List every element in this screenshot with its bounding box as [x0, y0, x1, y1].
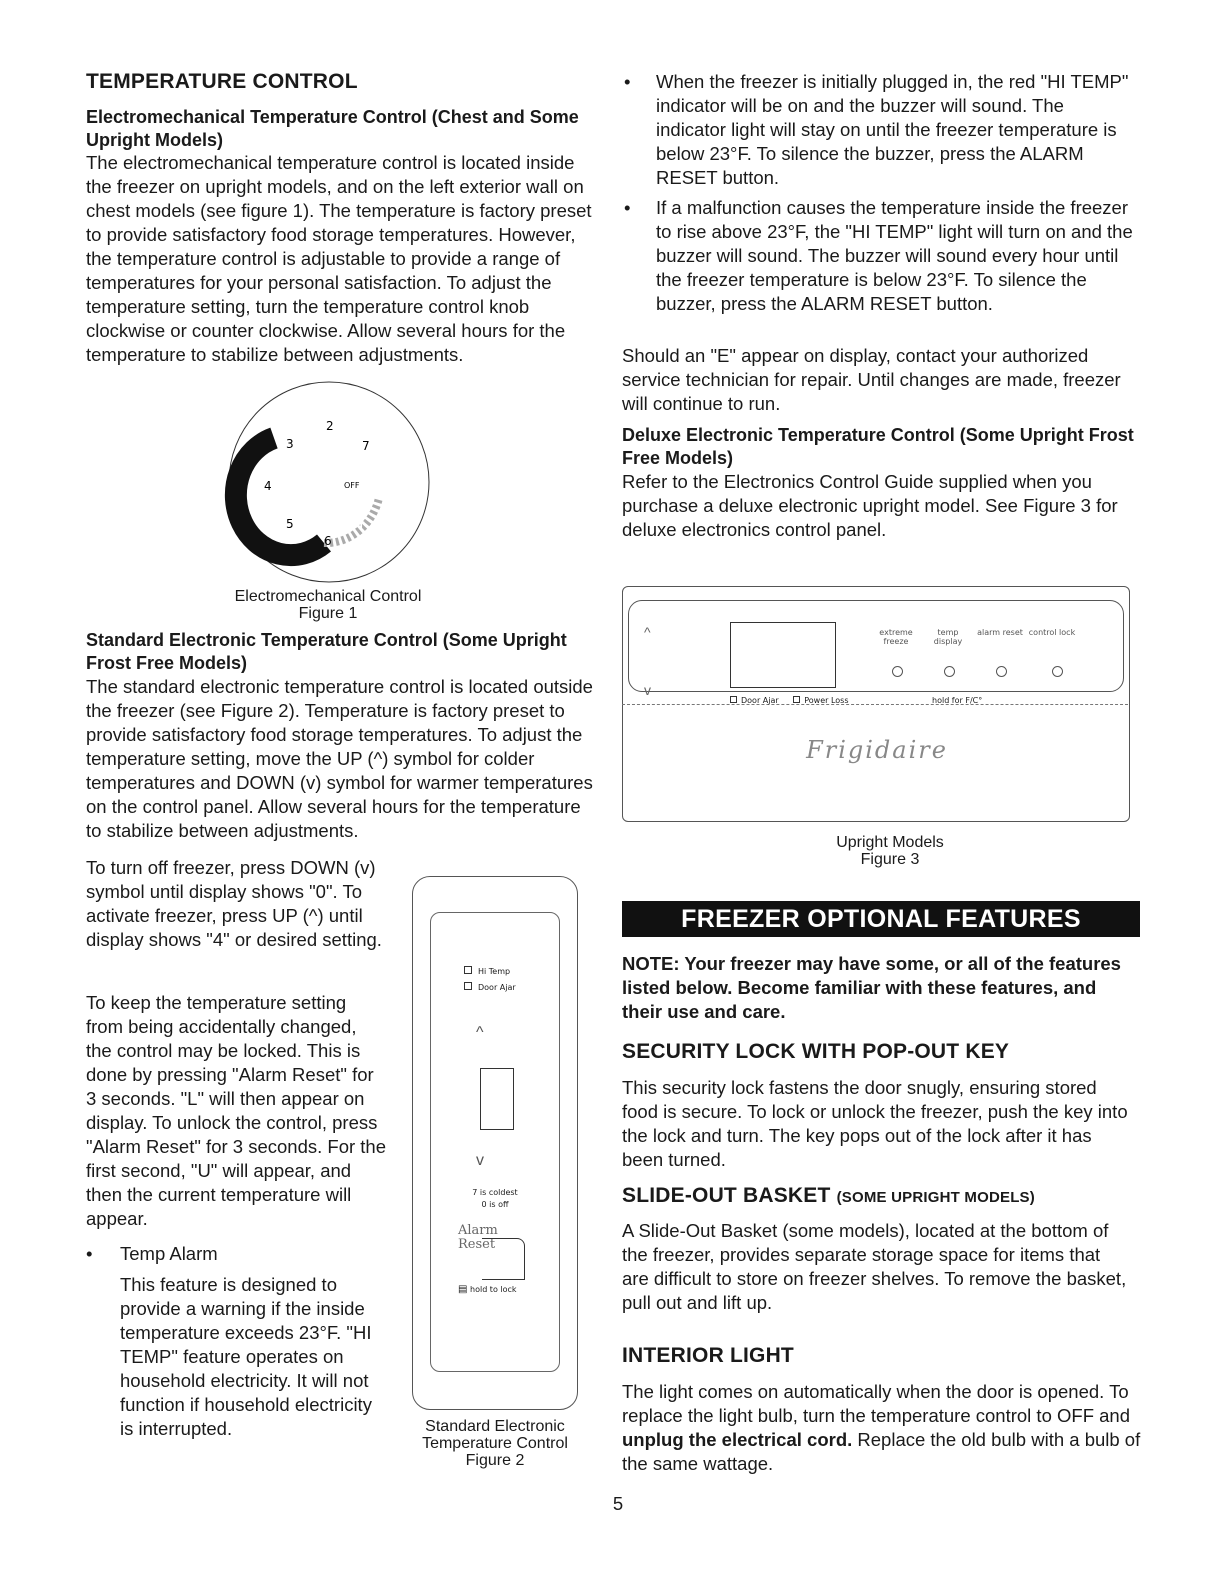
- power-loss-label: Power Loss: [804, 696, 849, 705]
- interior-light-heading: INTERIOR LIGHT: [622, 1344, 794, 1367]
- optional-features-banner: FREEZER OPTIONAL FEATURES: [622, 901, 1140, 937]
- hi-temp-indicator: [464, 966, 510, 976]
- control-lock-label: control lock: [1028, 628, 1076, 637]
- security-lock-body: This security lock fastens the door snugly, ensuring stored food is secure. To lock or unlock the freezer, push the key into the lock and turn. The key pops out of the lock after it has been turned.: [622, 1077, 1128, 1170]
- slide-out-basket-body: A Slide-Out Basket (some models), located at the bottom of the freezer, provides separate storage space for items that are difficult to store on freezer shelves. To remove the basket, pull out and lift up.: [622, 1220, 1127, 1313]
- bullet-malfunction: If a malfunction causes the temperature inside the freezer to rise above 23°F, the "HI TEMP" light will turn on and the buzzer will sound. The buzzer will sound every hour until the freezer temperature is below 23°F. To silence the buzzer, press the ALARM RESET button.: [656, 197, 1133, 314]
- temp-alarm-title: Temp Alarm: [120, 1243, 218, 1264]
- frigidaire-logo: Frigidaire: [806, 736, 948, 764]
- bullet-dot: •: [624, 197, 631, 218]
- security-lock-heading: SECURITY LOCK WITH POP-OUT KEY: [622, 1040, 1010, 1063]
- alarm-bullets: [622, 70, 1142, 340]
- bullet-dot: •: [624, 71, 631, 92]
- figure1-caption-line2: Figure 1: [298, 605, 358, 622]
- dial-label-off: OFF: [344, 481, 360, 490]
- alarm-reset-label: alarm reset: [977, 628, 1023, 637]
- section-title: TEMPERATURE CONTROL: [86, 70, 358, 93]
- temp-alarm-bullet: [86, 1242, 391, 1442]
- deluxe-body: Refer to the Electronics Control Guide supplied when you purchase a deluxe electronic upright model. See Figure 3 for deluxe electronics control panel.: [622, 471, 1118, 540]
- hold-to-lock-label: hold to lock: [470, 1285, 517, 1294]
- deluxe-heading: Deluxe Electronic Temperature Control (Some Upright Frost Free Models): [622, 425, 1134, 468]
- light-body-part2: Replace the old bulb with a bulb of the same wattage.: [622, 1429, 1141, 1474]
- extreme-freeze-label: extreme freeze: [879, 628, 913, 646]
- up-button[interactable]: ^: [476, 1024, 484, 1041]
- dial-label-4: 4: [264, 479, 272, 493]
- door-ajar-indicator: [464, 982, 516, 992]
- hold-to-lock: [458, 1284, 517, 1295]
- figure2-caption-line2: Temperature Control: [422, 1435, 568, 1452]
- hold-for-fc: hold for F/C°: [932, 696, 983, 705]
- dial-label-2: 2: [326, 419, 334, 433]
- up-button[interactable]: ^: [644, 624, 651, 640]
- standard-control-figure: [412, 876, 578, 1410]
- dial-label-coldest: COLDEST: [318, 521, 365, 531]
- light-body-part1: The light comes on automatically when the door is opened. To replace the light bulb, turn the temperature control to OFF and: [622, 1381, 1131, 1426]
- alarm-label: Alarm: [458, 1223, 498, 1238]
- figure2-caption: [400, 1418, 590, 1469]
- dial-label-3: 3: [286, 437, 294, 451]
- deluxe-control-figure: [622, 586, 1130, 822]
- hi-temp-label: Hi Temp: [478, 967, 511, 976]
- down-button[interactable]: v: [644, 682, 651, 698]
- down-button[interactable]: v: [476, 1152, 484, 1169]
- temp-alarm-body: This feature is designed to provide a warning if the inside temperature exceeds 23°F. "HI TEMP" feature operates on household electricity. It will not function if household electricity is interrupted.: [120, 1274, 372, 1439]
- electromechanical-heading: Electromechanical Temperature Control (Chest and Some Upright Models): [86, 107, 579, 150]
- features-note: NOTE: Your freezer may have some, or all of the features listed below. Become familiar with these features, and their use and care.: [622, 953, 1121, 1022]
- dial-label-5: 5: [286, 517, 294, 531]
- figure3-caption-line1: Upright Models: [836, 834, 944, 851]
- coldest-note: 7 is coldest: [472, 1188, 518, 1197]
- dial-label-6: 6: [324, 534, 332, 548]
- door-ajar-label: Door Ajar: [478, 983, 516, 992]
- figure1-caption-line1: Electromechanical Control: [234, 588, 422, 605]
- interior-light-body: [622, 1380, 1142, 1476]
- dial-label-7: 7: [362, 439, 370, 453]
- figure1-caption: [200, 588, 456, 622]
- page-number: 5: [612, 1493, 624, 1514]
- reset-label: Reset: [458, 1237, 496, 1252]
- basket-heading-qualifier: (SOME UPRIGHT MODELS): [836, 1189, 1035, 1206]
- figure2-caption-line3: Figure 2: [465, 1452, 525, 1469]
- alarm-reset-button[interactable]: [996, 666, 1007, 677]
- temp-display: [480, 1068, 514, 1130]
- slide-out-basket-heading: [622, 1184, 1035, 1208]
- off-note: 0 is off: [481, 1200, 509, 1209]
- control-lock-button[interactable]: [1052, 666, 1063, 677]
- lock-icon: ▤: [458, 1284, 468, 1295]
- figure3-caption-line2: Figure 3: [860, 851, 920, 868]
- door-ajar-indicator: [730, 696, 849, 705]
- temp-display: [730, 622, 836, 688]
- basket-heading-main: SLIDE-OUT BASKET: [622, 1184, 831, 1207]
- figure2-caption-line1: Standard Electronic: [425, 1418, 565, 1435]
- door-ajar-label: Door Ajar: [741, 696, 779, 705]
- extreme-freeze-button[interactable]: [892, 666, 903, 677]
- light-body-bold: unplug the electrical cord.: [622, 1429, 853, 1450]
- standard-electronic-body: The standard electronic temperature control is located outside the freezer (see Figure 2). Temperature is factory preset to provide satisfactory food storage temperatures. To adjust the temperature setting, move the UP (^) symbol for colder temperatures and DOWN (v) symbol for warmer temperatures on the control panel. Allow several hours for the temperature to stabilize between adjustments.: [86, 676, 593, 841]
- electromechanical-dial-figure: [214, 378, 444, 593]
- e-display-paragraph: Should an "E" appear on display, contact your authorized service technician for repair. Until changes are made, freezer will continue to run.: [622, 345, 1121, 414]
- temp-display-label: temp display: [933, 628, 963, 646]
- turn-off-paragraph: To turn off freezer, press DOWN (v) symbol until display shows "0". To activate freezer, press UP (^) until display shows "4" or desired setting.: [86, 857, 382, 950]
- temp-display-button[interactable]: [944, 666, 955, 677]
- alarm-reset-bracket: [482, 1238, 525, 1280]
- lock-paragraph: To keep the temperature setting from being accidentally changed, the control may be locked. This is done by pressing "Alarm Reset" for 3 seconds. "L" will then appear on display. To unlock the control, press "Alarm Reset" for 3 seconds. For the first second, "U" will appear, and then the current temperature will appear.: [86, 992, 387, 1229]
- standard-electronic-heading: Standard Electronic Temperature Control (Some Upright Frost Free Models): [86, 630, 567, 673]
- figure3-caption: [780, 834, 1000, 868]
- electromechanical-body: The electromechanical temperature control is located inside the freezer on upright models, and on the left exterior wall on chest models (see figure 1). The temperature is factory preset to provide satisfactory food storage temperatures. However, the temperature control is adjustable to provide a range of temperatures for your personal satisfaction. To adjust the temperature setting, turn the temperature control knob clockwise or counter clockwise. Allow several hours for the temperature to stabilize between adjustments.: [86, 152, 592, 365]
- bullet-dot: •: [86, 1243, 93, 1264]
- bullet-plugged-in: When the freezer is initially plugged in, the red "HI TEMP" indicator will be on and the buzzer will sound. The indicator light will stay on until the freezer temperature is below 23°F. To silence the buzzer, press the ALARM RESET button.: [656, 71, 1129, 188]
